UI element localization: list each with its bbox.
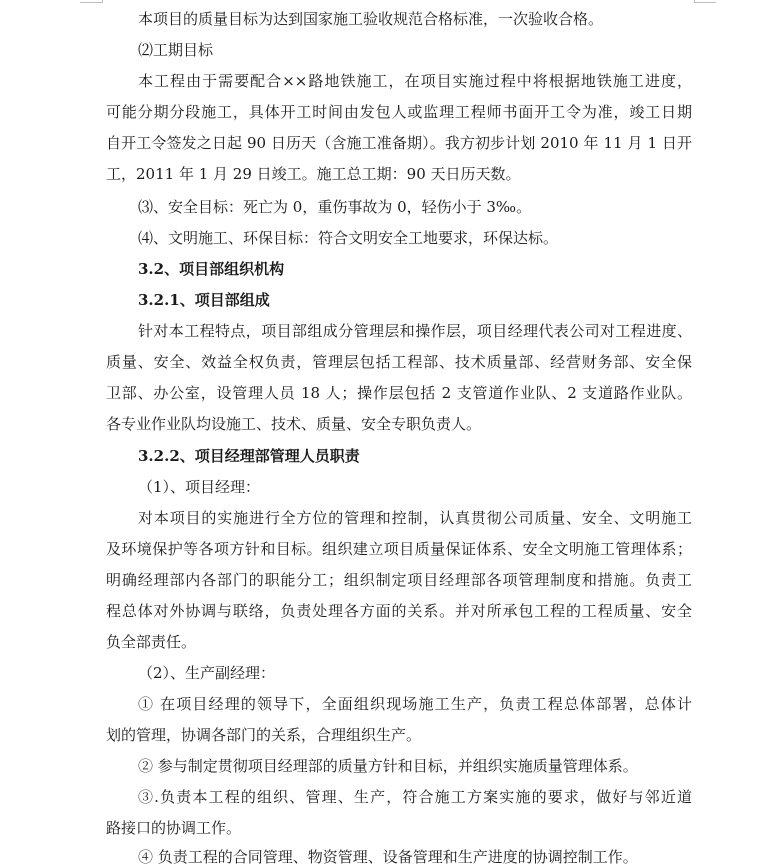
schedule-target-heading: ⑵工期目标 [138, 41, 214, 59]
org-text-line-2: 质量、安全、效益全权负责，管理层包括工程部、技术质量部、经营财务部、安全保 [106, 353, 692, 371]
pm-duty-line-3: 明确经理部内各部门的职能分工；组织制定项目经理部各项管理制度和措施。负责工 [106, 571, 692, 589]
org-text-line-3: 卫部、办公室，设管理人员 18 人；操作层包括 2 支管道作业队、2 支道路作业队。 [106, 384, 692, 402]
deputy-duty-3-line-2: 路接口的协调工作。 [106, 819, 242, 837]
pm-duty-line-2: 及环境保护等各项方针和目标。组织建立项目质量保证体系、安全文明施工管理体系； [106, 540, 692, 558]
section-heading-3-2-2: 3.2.2、项目经理部管理人员职责 [138, 447, 360, 465]
pm-duty-line-5: 负全部责任。 [106, 633, 197, 651]
section-heading-3-2: 3.2、项目部组织机构 [138, 260, 285, 278]
schedule-text-line-1: 本工程由于需要配合××路地铁施工，在项目实施过程中将根据地铁施工进度， [138, 72, 692, 90]
deputy-duty-3-line-1: ③.负责本工程的组织、管理、生产，符合施工方案实施的要求，做好与邻近道 [138, 788, 692, 806]
org-text-line-1: 针对本工程特点，项目部组成分管理层和操作层，项目经理代表公司对工程进度、 [138, 322, 692, 340]
schedule-text-line-2: 可能分期分段施工，具体开工时间由发包人或监理工程师书面开工令为准，竣工日期 [106, 103, 692, 121]
deputy-duty-4-partial: ④ 负责工程的合同管理、物资管理、设备管理和生产进度的协调控制工作。 [138, 848, 638, 866]
pm-duty-line-1: 对本项目的实施进行全方位的管理和控制，认真贯彻公司质量、安全、文明施工 [138, 509, 692, 527]
deputy-manager-heading: （2）、生产副经理： [138, 664, 276, 682]
schedule-text-line-3: 自开工令签发之日起 90 日历天（含施工准备期）。我方初步计划 2010 年 11 月 1 日开 [106, 134, 692, 152]
deputy-duty-1-line-1: ① 在项目经理的领导下，全面组织现场施工生产，负责工程总体部署，总体计 [138, 695, 692, 713]
deputy-duty-1-line-2: 划的管理，协调各部门的关系，合理组织生产。 [106, 726, 422, 744]
pm-duty-line-4: 程总体对外协调与联络，负责处理各方面的关系。并对所承包工程的工程质量、安全 [106, 602, 692, 620]
civilized-construction-target-text: ⑷、文明施工、环保目标：符合文明安全工地要求，环保达标。 [138, 229, 559, 247]
schedule-text-line-4: 工，2011 年 1 月 29 日竣工。施工总工期：90 天日历天数。 [106, 165, 521, 183]
quality-target-text: 本项目的质量目标为达到国家施工验收规范合格标准，一次验收合格。 [138, 10, 604, 28]
org-text-line-4: 各专业作业队均设施工、技术、质量、安全专职负责人。 [106, 415, 482, 433]
section-heading-3-2-1: 3.2.1、项目部组成 [138, 291, 270, 309]
safety-target-text: ⑶、安全目标：死亡为 0，重伤事故为 0，轻伤小于 3‰。 [138, 198, 532, 216]
deputy-duty-2: ② 参与制定贯彻项目经理部的质量方针和目标，并组织实施质量管理体系。 [138, 757, 638, 775]
project-manager-heading: （1）、项目经理： [138, 478, 261, 496]
